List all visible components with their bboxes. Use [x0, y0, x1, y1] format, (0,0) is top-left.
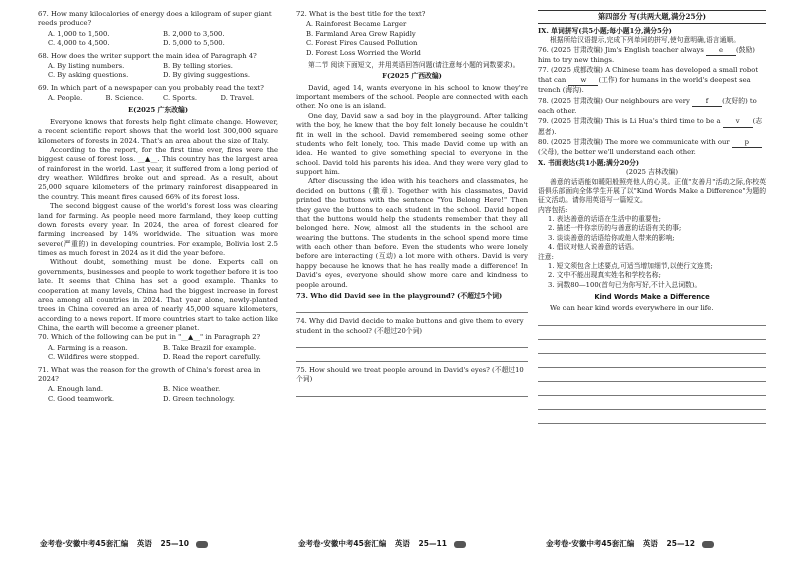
footer-subject: 英语 [136, 539, 152, 548]
question-74: 74. Why did David decide to make buttons and give them to every student in the school? (不超过20个词) [296, 317, 524, 335]
answer-blank-80[interactable]: p [732, 138, 762, 148]
question-text: 80. (2025 甘肃改编) The more we communicate with our [538, 138, 732, 147]
note-item: 3. 词数80—100(首句已为你写好,不计入总词数)。 [548, 280, 702, 289]
option[interactable]: B. Farmland Area Grew Rapidly [306, 29, 416, 38]
note-item: 2. 文中不能出现真实姓名和学校名称; [548, 271, 661, 280]
answer-blank-78[interactable]: f [692, 97, 722, 107]
options-68 [38, 62, 278, 81]
content-item: 2. 描述一件你亲历的与善意的话语有关的事; [548, 224, 682, 233]
options-70 [38, 344, 278, 363]
essay-title: Kind Words Make a Difference [594, 293, 710, 302]
writing-line[interactable] [538, 384, 766, 396]
footer-subject: 英语 [394, 539, 410, 548]
question-text: (志愿者). [538, 117, 763, 136]
writing-line[interactable] [538, 328, 766, 340]
question-text: (友好的) to each other. [538, 96, 757, 115]
column-right [538, 10, 766, 536]
option[interactable]: B. By telling stories. [163, 61, 233, 70]
question-text: (鼓励) him to try new things. [538, 45, 755, 65]
option[interactable]: D. Green technology. [163, 394, 235, 403]
page-footer [40, 538, 208, 549]
option[interactable]: C. By asking questions. [48, 71, 129, 80]
page-number: 25—10 [160, 539, 189, 548]
question-72: 72. What is the best title for the text? [296, 10, 426, 18]
passage-f-paragraph: After discussing the idea with his teachers and classmates, he decided on buttons (徽章). Together with his classmates, David printed the buttons with the sentence "You Belong Here!" Then they gave the buttons to each student in the school. David hoped that the buttons would help the students remember that they all belonged here. Now, almost all the students in the school are wearing the buttons. The students in the school spend more time with each other than before. Even the students who were lonely before are interacting (互动) a lot more with others. David is very happy because he knows that he has really made a difference! In David's eyes, everyone should show more care and kindness to people around. [296, 177, 528, 289]
options-67 [38, 30, 278, 49]
footer-brand: 金考卷·安徽中考45套汇编 [298, 539, 387, 548]
question-75: 75. How should we treat people around in David's eyes? (不超过10个词) [296, 366, 524, 384]
section-x-intro: 善意的话语能如暖阳般照亮他人的心灵。正值"友善月"活动之际,你校英语俱乐部面向全体学生开展了以"Kind Words Make a Difference"为题的征文活动。请你用英语写一篇短文。 [538, 177, 766, 205]
option[interactable]: C. Sports. [163, 94, 198, 102]
page-footer [546, 538, 714, 549]
question-69: 69. In which part of a newspaper can you probably read the text? [38, 83, 264, 92]
mascot-logo-icon [454, 541, 466, 548]
question-77 [538, 66, 766, 95]
content-item: 4. 倡议对他人说善意的话语。 [548, 243, 639, 252]
question-text: 78. (2025 甘肃改编) Our neighbours are very [538, 96, 693, 105]
question-67: 67. How many kilocalories of energy does a kilogram of super giant reeds produce? [38, 10, 272, 28]
option[interactable]: A. Rainforest Became Larger [306, 20, 407, 29]
column-left [38, 10, 278, 536]
option[interactable]: D. Forest Loss Worried the World [306, 48, 421, 57]
question-text: 76. (2025 甘肃改编) Jim's English teacher always [538, 45, 707, 54]
option[interactable]: C. Forest Fires Caused Pollution [306, 39, 418, 48]
option[interactable]: A. People. [48, 94, 83, 102]
writing-line[interactable] [538, 398, 766, 410]
answer-line-74[interactable] [296, 352, 528, 362]
writing-line[interactable] [538, 370, 766, 382]
option[interactable]: C. Good teamwork. [48, 394, 115, 403]
content-item: 3. 谈谈善意的话语给你或他人带来的影响; [548, 233, 675, 242]
options-71 [38, 385, 278, 404]
answer-line-75[interactable] [296, 387, 528, 397]
mascot-logo-icon [196, 541, 208, 548]
question-text: (父母), the better we'll understand each other. [538, 148, 696, 157]
note-item: 1. 短文须包含上述要点,可适当增加细节,以使行文连贯; [548, 261, 713, 270]
passage-e-paragraph: According to the report, for the first time ever, fires were the biggest cause of forest loss. __▲__. This country has the largest area of rainforest in the world. Last year, it suffered from a long period of dry weather. Wildfires broke out and spread. As a result, about 25,000 square kilometers of the primary rainforest disappeared in the country. This meant fires caused 66% of its forest loss. [38, 145, 278, 201]
part-4-heading: 第四部分 写(共两大题,满分25分) [538, 10, 766, 24]
answer-blank-76[interactable]: e [706, 46, 736, 56]
writing-line[interactable] [538, 314, 766, 326]
question-73: 73. Who did David see in the playground? (不超过5个词) [296, 291, 503, 300]
column-middle [296, 10, 528, 536]
answer-line-74[interactable] [296, 338, 528, 348]
question-80 [538, 138, 766, 158]
answer-blank-77[interactable]: w [568, 76, 598, 86]
section-x-heading: X. 书面表达(共1小题;满分20分) [538, 158, 640, 167]
passage-e-paragraph: The second biggest cause of the world's forest loss was clearing land for farming. As people need more farmland, they keep cutting down forests every year. In 2024, the area of forest cleared for farming increased by 14% worldwide. The situation was more severe(严重的) in developing countries. For example, Bolivia lost 2.5 times as much forest in 2024 as it did the year before. [38, 202, 278, 257]
question-text: 77. (2025 成都改编) A Chinese team has developed a small robot that can [538, 66, 759, 84]
option[interactable]: C. 4,000 to 4,500. [48, 39, 110, 48]
page-number: 25—11 [418, 539, 447, 548]
options-69 [38, 94, 278, 103]
answer-blank-79[interactable]: v [723, 117, 753, 127]
passage-f-paragraph: David, aged 14, wants everyone in his school to know they're important members of the school. People are connected with each other. No one is an island. [296, 83, 528, 111]
page-footer [298, 538, 466, 549]
writing-line[interactable] [538, 356, 766, 368]
writing-line[interactable] [538, 342, 766, 354]
section-ix-heading: IX. 单词拼写(共5小题;每小题1分,满分5分) [538, 26, 672, 35]
option[interactable]: C. Wildfires were stopped. [48, 353, 140, 362]
mascot-logo-icon [702, 541, 714, 548]
footer-brand: 金考卷·安徽中考45套汇编 [40, 539, 129, 548]
essay-first-sentence: We can hear kind words everywhere in our life. [550, 304, 714, 313]
section-x-source: (2025 吉林改编) [626, 168, 678, 177]
option[interactable]: A. By listing numbers. [48, 61, 125, 70]
option[interactable]: B. Nice weather. [163, 385, 221, 394]
option[interactable]: B. 2,000 to 3,500. [163, 29, 225, 38]
writing-line[interactable] [538, 412, 766, 424]
content-label: 内容包括: [538, 205, 568, 214]
footer-subject: 英语 [642, 539, 658, 548]
passage-f-paragraph: One day, David saw a sad boy in the playground. After talking with the boy, he knew that the boy felt lonely because he couldn't fit in well in the school. David remembered seeing some other students who felt lonely, too. This made David come up with an idea. He wanted to give something special to everyone in the school. David told his parents his idea. And they were very glad to support him. [296, 111, 528, 176]
footer-brand: 金考卷·安徽中考45套汇编 [546, 539, 635, 548]
option[interactable]: A. 1,000 to 1,500. [48, 29, 110, 38]
section-ix-instruction: 根据所给汉语提示,完成下列单词的拼写,使句意明确,语言通顺。 [550, 36, 740, 45]
page-number: 25—12 [666, 539, 695, 548]
question-76 [538, 46, 766, 66]
option[interactable]: D. 5,000 to 5,500. [163, 39, 225, 48]
question-text: 79. (2025 甘肃改编) This is Li Hua's third time to be a [538, 117, 723, 126]
passage-f-title: F(2025 广西改编) [382, 72, 442, 81]
question-70: 70. Which of the following can be put in "__▲__" in Paragraph 2? [38, 333, 261, 342]
passage-e-paragraph: Everyone knows that forests help fight climate change. However, a recent scientific report shows that the world lost 300,000 square kilometers of forests in 2024. That's an area about the size of Italy. [38, 117, 278, 145]
answer-line-73[interactable] [296, 303, 528, 313]
options-72 [296, 20, 528, 58]
option[interactable]: B. Science. [105, 94, 144, 102]
question-79 [538, 117, 766, 137]
question-78 [538, 97, 766, 117]
question-text: (工作) for humans in the world's deepest sea trench (海沟). [538, 75, 751, 95]
option[interactable]: D. Read the report carefully. [163, 353, 261, 362]
question-68: 68. How does the writer support the main idea of Paragraph 4? [38, 51, 257, 60]
section-2-instruction: 第二节 阅读下面短文，并用英语回答问题(请注意每小题的词数要求)。 [308, 60, 520, 69]
option[interactable]: B. Take Brazil for example. [163, 343, 257, 352]
content-item: 1. 表达善意的话语在生活中的重要性; [548, 215, 661, 224]
option[interactable]: A. Farming is a reason. [48, 343, 128, 352]
notes-label: 注意: [538, 252, 554, 261]
question-71: 71. What was the reason for the growth of China's forest area in 2024? [38, 365, 261, 383]
passage-e-title: E(2025 广东改编) [127, 106, 189, 115]
passage-e-paragraph: Without doubt, something must be done. Experts call on governments, businesses and people to work together before it is too late. It seems that China has set a good example. Thanks to cooperation at many levels, China had the biggest increase in forest area among all countries in 2024. That year alone, newly-planted trees in China covered an area of nearly 45,000 square kilometers, according to a news report. If more countries start to take action like China, the earth will become a greener planet. [38, 258, 278, 332]
option[interactable]: A. Enough land. [48, 385, 104, 394]
option[interactable]: D. By giving suggestions. [163, 71, 251, 80]
option[interactable]: D. Travel. [220, 94, 255, 102]
